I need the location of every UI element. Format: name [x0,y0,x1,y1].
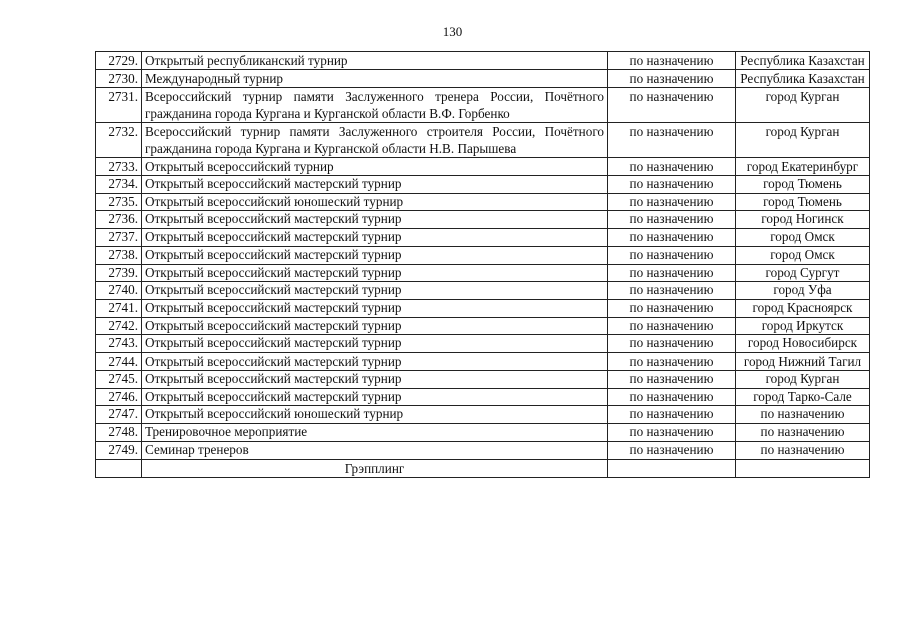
table-row [96,299,870,317]
event-name: Открытый всероссийский мастерский турнир [142,353,608,371]
table-row [96,441,870,459]
table-row [96,211,870,229]
row-number: 2732. [96,123,142,158]
event-venue: по назначению [736,441,870,459]
event-dates: по назначению [608,441,736,459]
event-name: Тренировочное мероприятие [142,424,608,442]
row-number: 2729. [96,52,142,70]
table-row [96,88,870,123]
table-row [96,371,870,389]
table-row [96,158,870,176]
row-number: 2744. [96,353,142,371]
event-dates: по назначению [608,193,736,211]
page-number: 130 [442,24,463,39]
event-dates: по назначению [608,424,736,442]
event-name: Семинар тренеров [142,441,608,459]
table-row [96,229,870,247]
event-venue: город Уфа [736,282,870,300]
row-number: 2737. [96,229,142,247]
event-venue: город Сургут [736,264,870,282]
row-number: 2739. [96,264,142,282]
row-number: 2733. [96,158,142,176]
row-number: 2746. [96,388,142,406]
event-dates: по назначению [608,211,736,229]
table-row [96,353,870,371]
empty-cell [96,459,142,477]
empty-cell [736,459,870,477]
events-table-body [96,52,870,478]
event-dates: по назначению [608,70,736,88]
event-dates: по назначению [608,406,736,424]
section-row [96,459,870,477]
event-venue: город Омск [736,229,870,247]
event-venue: город Екатеринбург [736,158,870,176]
event-name: Открытый всероссийский мастерский турнир [142,299,608,317]
event-dates: по назначению [608,371,736,389]
event-name: Открытый всероссийский мастерский турнир [142,229,608,247]
event-dates: по назначению [608,264,736,282]
event-name: Открытый всероссийский мастерский турнир [142,246,608,264]
empty-cell [608,459,736,477]
event-dates: по назначению [608,388,736,406]
event-venue: город Курган [736,371,870,389]
event-name: Открытый всероссийский мастерский турнир [142,176,608,194]
table-row [96,317,870,335]
event-name: Открытый всероссийский мастерский турнир [142,264,608,282]
table-row [96,264,870,282]
event-name: Открытый всероссийский мастерский турнир [142,335,608,353]
event-dates: по назначению [608,353,736,371]
events-table [95,51,870,478]
table-row [96,193,870,211]
section-title: Грэпплинг [142,459,608,477]
row-number: 2740. [96,282,142,300]
event-venue: по назначению [736,424,870,442]
event-dates: по назначению [608,282,736,300]
row-number: 2748. [96,424,142,442]
event-dates: по назначению [608,335,736,353]
event-name: Открытый всероссийский мастерский турнир [142,211,608,229]
row-number: 2749. [96,441,142,459]
row-number: 2742. [96,317,142,335]
event-dates: по назначению [608,299,736,317]
row-number: 2741. [96,299,142,317]
table-row [96,52,870,70]
event-venue: город Курган [736,88,870,123]
event-name: Открытый всероссийский юношеский турнир [142,193,608,211]
event-venue: город Тюмень [736,193,870,211]
event-dates: по назначению [608,229,736,247]
event-name: Открытый республиканский турнир [142,52,608,70]
event-name: Открытый всероссийский юношеский турнир [142,406,608,424]
table-row [96,246,870,264]
event-dates: по назначению [608,123,736,158]
row-number: 2743. [96,335,142,353]
event-venue: город Новосибирск [736,335,870,353]
row-number: 2730. [96,70,142,88]
event-name: Открытый всероссийский мастерский турнир [142,371,608,389]
table-row [96,388,870,406]
row-number: 2747. [96,406,142,424]
event-dates: по назначению [608,317,736,335]
event-venue: Республика Казахстан [736,70,870,88]
row-number: 2738. [96,246,142,264]
table-row [96,70,870,88]
event-name: Открытый всероссийский мастерский турнир [142,388,608,406]
event-dates: по назначению [608,88,736,123]
table-row [96,176,870,194]
row-number: 2735. [96,193,142,211]
table-row [96,406,870,424]
event-venue: город Ногинск [736,211,870,229]
event-name: Открытый всероссийский турнир [142,158,608,176]
row-number: 2734. [96,176,142,194]
event-dates: по назначению [608,176,736,194]
event-dates: по назначению [608,158,736,176]
event-venue: город Тюмень [736,176,870,194]
event-name: Открытый всероссийский мастерский турнир [142,317,608,335]
event-venue: город Нижний Тагил [736,353,870,371]
table-row [96,282,870,300]
event-name: Открытый всероссийский мастерский турнир [142,282,608,300]
event-venue: город Иркутск [736,317,870,335]
event-venue: город Тарко-Сале [736,388,870,406]
table-row [96,424,870,442]
row-number: 2745. [96,371,142,389]
event-dates: по назначению [608,52,736,70]
event-venue: город Красноярск [736,299,870,317]
table-row [96,123,870,158]
event-name: Всероссийский турнир памяти Заслуженного строителя России, Почётного гражданина города Кургана и Курганской области Н.В. Парышева [142,123,608,158]
event-name: Международный турнир [142,70,608,88]
event-venue: город Курган [736,123,870,158]
event-venue: Республика Казахстан [736,52,870,70]
event-dates: по назначению [608,246,736,264]
event-venue: город Омск [736,246,870,264]
event-name: Всероссийский турнир памяти Заслуженного тренера России, Почётного гражданина города Кургана и Курганской области В.Ф. Горбенко [142,88,608,123]
table-row [96,335,870,353]
row-number: 2736. [96,211,142,229]
event-venue: по назначению [736,406,870,424]
row-number: 2731. [96,88,142,123]
